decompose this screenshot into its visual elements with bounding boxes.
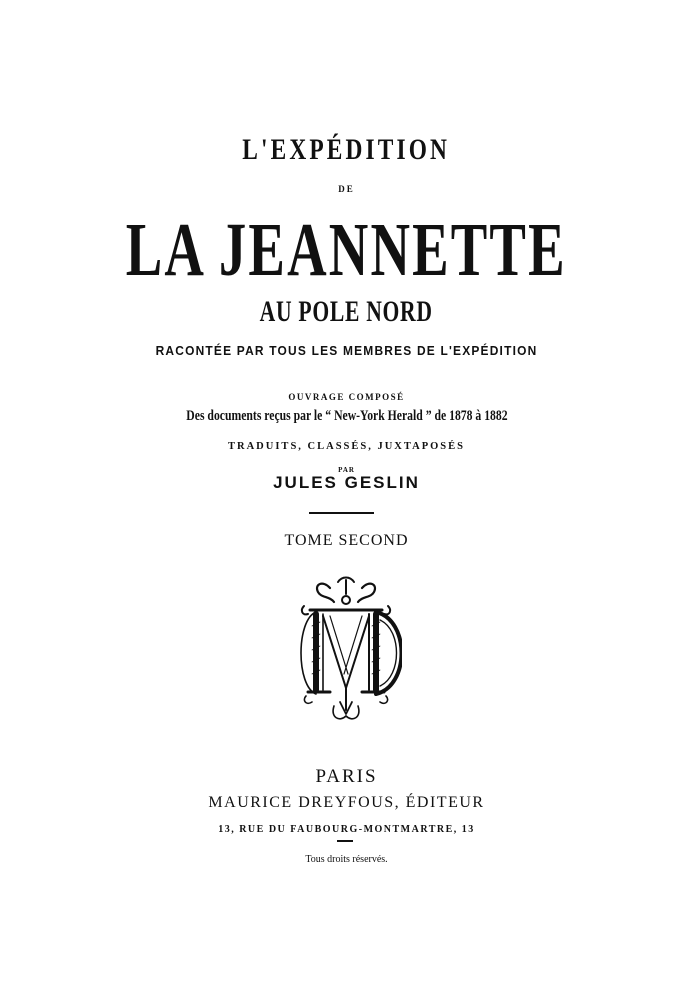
tagline: RACONTÉE PAR TOUS LES MEMBRES DE L'EXPÉDITION xyxy=(155,343,538,358)
publisher-name: MAURICE DREYFOUS, ÉDITEUR xyxy=(208,794,485,811)
md-monogram-icon xyxy=(290,576,402,726)
processing-line: TRADUITS, CLASSÉS, JUXTAPOSÉS xyxy=(228,441,465,452)
title-connector: DE xyxy=(338,184,355,194)
separator-rule xyxy=(309,512,374,514)
small-separator-rule xyxy=(337,840,353,842)
main-title: LA JEANNETTE xyxy=(125,208,567,292)
author-name: JULES GESLIN xyxy=(273,473,420,492)
work-label: OUVRAGE COMPOSÉ xyxy=(288,392,405,402)
subtitle: AU POLE NORD xyxy=(259,295,434,328)
rights-notice: Tous droits réservés. xyxy=(305,854,388,865)
publication-city: PARIS xyxy=(315,766,378,787)
publisher-address: 13, RUE DU FAUBOURG-MONTMARTRE, 13 xyxy=(218,824,475,835)
volume-label: TOME SECOND xyxy=(284,532,409,549)
pretitle: L'EXPÉDITION xyxy=(242,133,451,166)
sources-line: Des documents reçus par le “ New-York Herald ” de 1878 à 1882 xyxy=(185,408,508,424)
by-label: PAR xyxy=(338,466,355,474)
